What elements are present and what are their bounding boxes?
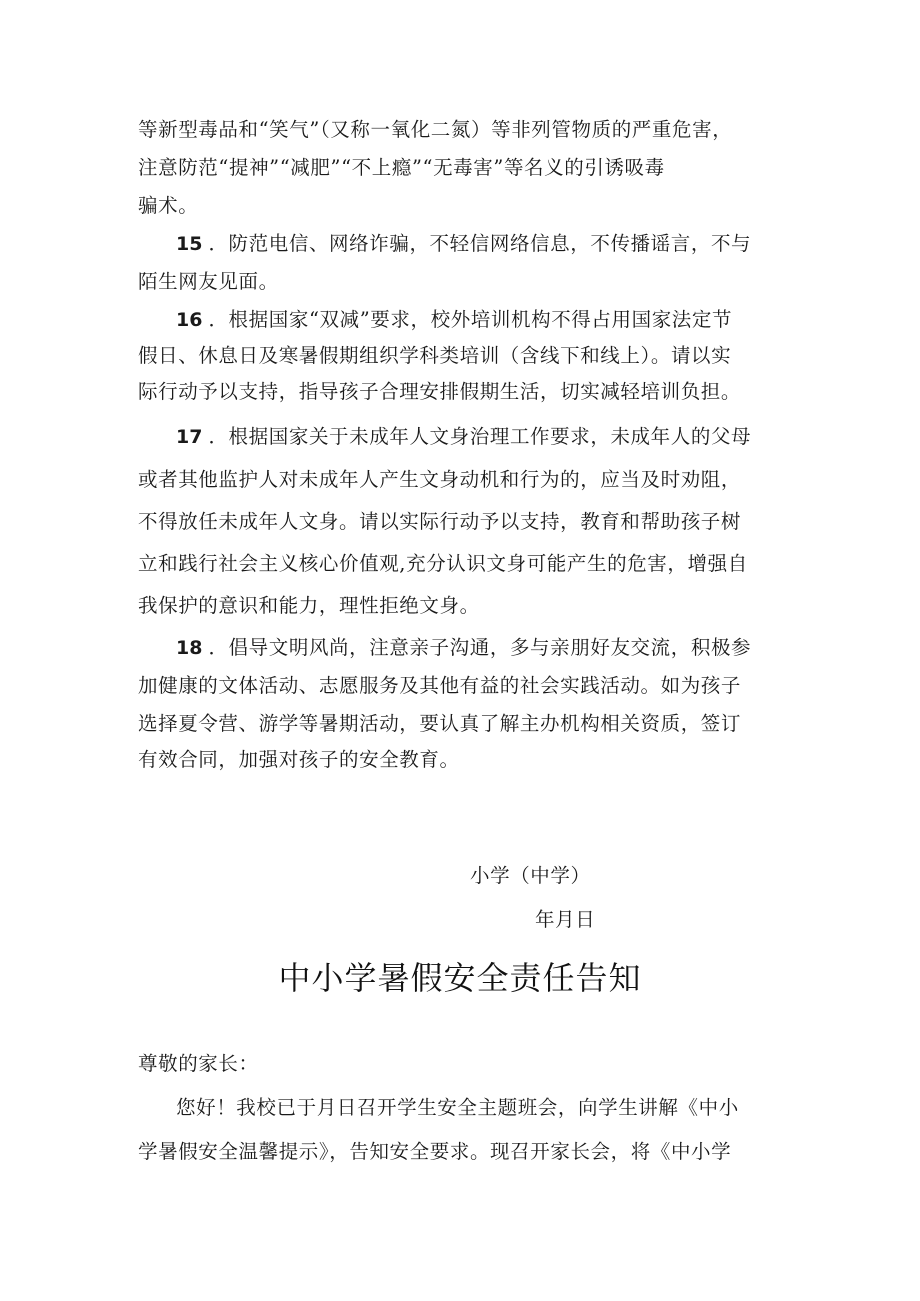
item-18-line-1 [176, 634, 798, 662]
notice-salutation: 尊敬的家长： [138, 1052, 259, 1075]
item-15-text: ．防范电信、网络诈骗，不轻信网络信息，不传播谣言，不与 [208, 232, 752, 255]
item-17-text: ．根据国家关于未成年人文身治理工作要求，未成年人的父母 [208, 425, 752, 448]
item-18-number: 18 [176, 637, 203, 659]
item-16-text: ．根据国家“双减”要求，校外培训机构不得占用国家法定节 [208, 308, 733, 331]
item-18-line-2: 加健康的文体活动、志愿服务及其他有益的社会实践活动。如为孩子 [138, 674, 742, 697]
continued-line-1: 等新型毒品和“笑气”（又称一氧化二氮）等非列管物质的严重危害， [138, 118, 733, 141]
item-17-line-3: 不得放任未成年人文身。请以实际行动予以支持，教育和帮助孩子树 [138, 510, 742, 533]
signature-date: 年月日 [535, 908, 596, 931]
item-18-line-3: 选择夏令营、游学等暑期活动，要认真了解主办机构相关资质，签订 [138, 712, 742, 735]
item-15-line-2: 陌生网友见面。 [138, 270, 279, 293]
item-18-text: ．倡导文明风尚，注意亲子沟通，多与亲朋好友交流，积极参 [208, 636, 752, 659]
item-18-line-4: 有效合同，加强对孩子的安全教育。 [138, 748, 460, 771]
item-17-line-2: 或者其他监护人对未成年人产生文身动机和行为的，应当及时劝阻， [138, 468, 742, 491]
signature-school: 小学（中学） [470, 864, 591, 887]
item-16-line-2: 假日、休息日及寒暑假期组织学科类培训（含线下和线上）。请以实 [138, 344, 732, 367]
item-15-line-1 [176, 230, 798, 258]
continued-line-2: 注意防范“提神”“减肥”“不上瘾”“无毒害”等名义的引诱吸毒 [138, 156, 665, 179]
notice-title: 中小学暑假安全责任告知 [278, 959, 642, 997]
continued-line-3: 骗术。 [138, 194, 199, 217]
item-16-line-3: 际行动予以支持，指导孩子合理安排假期生活，切实减轻培训负担。 [138, 380, 742, 403]
item-17-number: 17 [176, 426, 203, 448]
notice-body-line-2: 学暑假安全温馨提示》，告知安全要求。现召开家长会，将《中小学 [138, 1140, 732, 1163]
item-17-line-4: 立和践行社会主义核心价值观,充分认识文身可能产生的危害，增强自 [138, 552, 748, 575]
item-15-number: 15 [176, 233, 203, 255]
item-17-line-1 [176, 423, 798, 451]
item-16-number: 16 [176, 309, 203, 331]
notice-body-line-1: 您好！我校已于月日召开学生安全主题班会，向学生讲解《中小 [176, 1096, 739, 1119]
item-17-line-5: 我保护的意识和能力，理性拒绝文身。 [138, 594, 480, 617]
item-16-line-1 [176, 306, 798, 334]
